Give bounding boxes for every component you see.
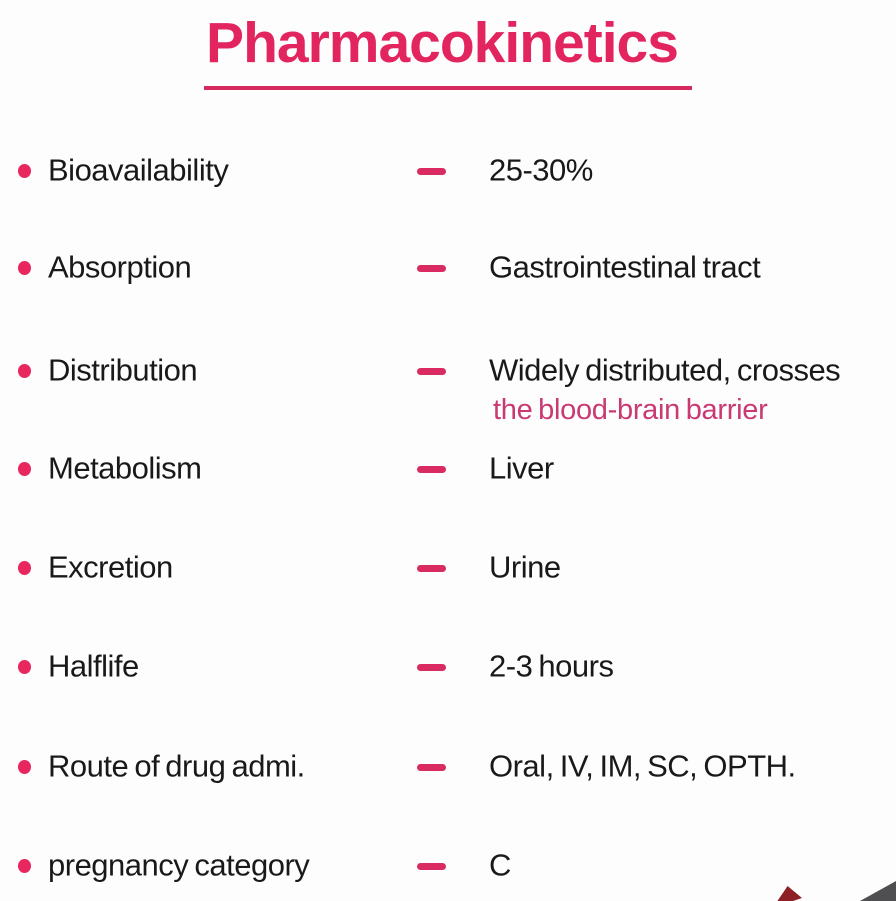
pk-value: Oral, IV, IM, SC, OPTH. (489, 748, 796, 784)
pk-label: Absorption (48, 249, 192, 285)
title-wrap (0, 10, 896, 90)
pk-value: Urine (489, 549, 561, 585)
pk-value: Widely distributed, crosses (489, 352, 841, 388)
bullet-icon (18, 462, 31, 476)
pk-value: C (489, 847, 511, 883)
dash-icon (417, 664, 446, 671)
dash-icon (417, 265, 446, 272)
bullet-icon (18, 364, 31, 378)
pk-row-halflife (0, 645, 896, 689)
pk-label: Halflife (48, 648, 139, 684)
pk-label: Distribution (48, 352, 198, 388)
pk-value: Gastrointestinal tract (489, 249, 761, 285)
pk-value: 2-3 hours (489, 648, 614, 684)
pk-row-excretion (0, 546, 896, 590)
pk-row-absorption (0, 246, 896, 290)
pk-label: Bioavailability (48, 152, 229, 188)
dash-icon (417, 863, 446, 870)
bullet-icon (18, 561, 31, 575)
dash-icon (417, 764, 446, 771)
pk-row-distribution (0, 349, 896, 393)
pk-row-pregnancy-category (0, 844, 896, 888)
pk-value: 25-30% (489, 152, 593, 188)
dash-icon (417, 565, 446, 572)
bullet-icon (18, 164, 31, 178)
pk-value: Liver (489, 450, 554, 486)
bullet-icon (18, 859, 31, 873)
bullet-icon (18, 660, 31, 674)
dash-icon (417, 368, 446, 375)
bullet-icon (18, 261, 31, 275)
dash-icon (417, 466, 446, 473)
pk-row-metabolism (0, 447, 896, 491)
dash-icon (417, 168, 446, 175)
cutoff-red-arrow-icon (772, 886, 802, 901)
pk-row-route-of-administration (0, 745, 896, 789)
page-title: Pharmacokinetics (204, 10, 692, 90)
pk-label: Metabolism (48, 450, 202, 486)
bullet-icon (18, 760, 31, 774)
pk-row-bioavailability (0, 149, 896, 193)
pk-label: Excretion (48, 549, 173, 585)
pk-label: Route of drug admi. (48, 748, 305, 784)
pk-label: pregnancy category (48, 847, 310, 883)
pk-value-line2: the blood-brain barrier (493, 394, 768, 426)
